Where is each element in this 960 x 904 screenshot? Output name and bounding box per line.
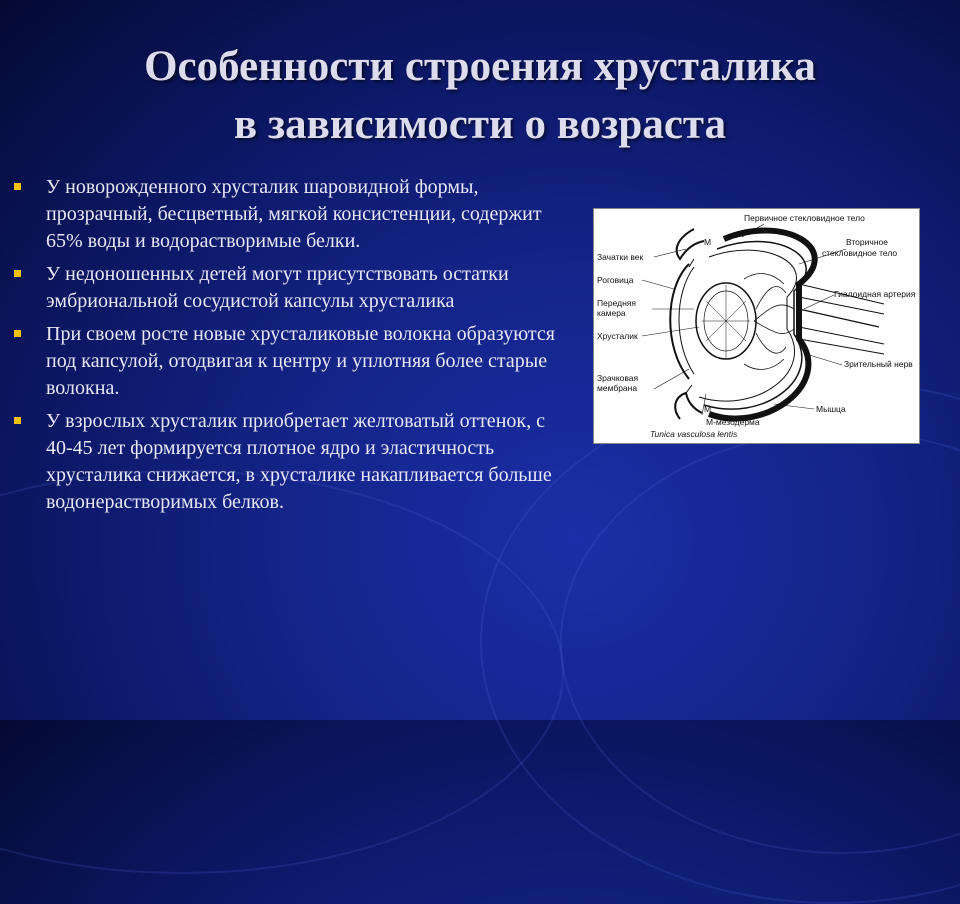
decorative-arc [0,470,564,874]
label-optic-nerve: Зрительный нерв [844,359,913,369]
label-muscle: Мышца [816,404,846,414]
title-line-1: Особенности строения хрусталика [144,43,816,90]
title-line-2: в зависимости о возраста [233,101,727,148]
bullet-list [12,174,572,522]
bullet-item [12,321,572,402]
eye-diagram [594,209,919,443]
label-eyelid-buds: Зачатки век [597,252,644,262]
bullet-text: При своем росте новые хрусталиковые волокна образуются под капсулой, отодвигая к центру и уплотняя более старые волокна. [46,323,555,399]
bullet-item [12,174,572,255]
bullet-item [12,261,572,315]
label-primary-vitreous: Первичное стекловидное тело [744,213,865,223]
bullet-square-icon [14,417,21,424]
bullet-text: У новорожденного хрусталик шаровидной формы, прозрачный, бесцветный, мягкой консистенции, содержит 65% воды и водорастворимые белки. [46,176,542,252]
bullet-square-icon [14,270,21,277]
label-m-top: М [704,237,712,247]
bullet-square-icon [14,330,21,337]
label-tunica: Tunica vasculosa lentis [650,429,738,439]
bullet-square-icon [14,183,21,190]
label-lens: Хрусталик [597,331,638,341]
label-pupil-membrane-2: мембрана [597,383,638,393]
label-secondary-vitreous-1: Вторичное [846,237,888,247]
label-anterior-chamber-2: камера [597,308,626,318]
eye-diagram-figure [593,208,920,444]
label-hyaloid-artery: Гиалоидная артерия [834,289,916,299]
bullet-text: У взрослых хрусталик приобретает желтоватый оттенок, с 40-45 лет формируется плотное ядро и эластичность хрусталика снижается, в хрусталике накапливается больше водонерастворимых белков. [46,410,552,513]
label-anterior-chamber-1: Передняя [597,298,636,308]
label-cornea: Роговица [597,275,634,285]
label-pupil-membrane-1: Зрачковая [597,373,639,383]
label-secondary-vitreous-2: стекловидное тело [822,248,898,258]
bullet-item [12,408,572,516]
label-m-bottom: М [704,404,712,414]
bullet-text: У недоношенных детей могут присутствовать остатки эмбриональной сосудистой капсулы хрусталика [46,263,509,312]
slide-title [0,38,960,154]
label-mesoderm: М-мезодерма [706,417,760,427]
